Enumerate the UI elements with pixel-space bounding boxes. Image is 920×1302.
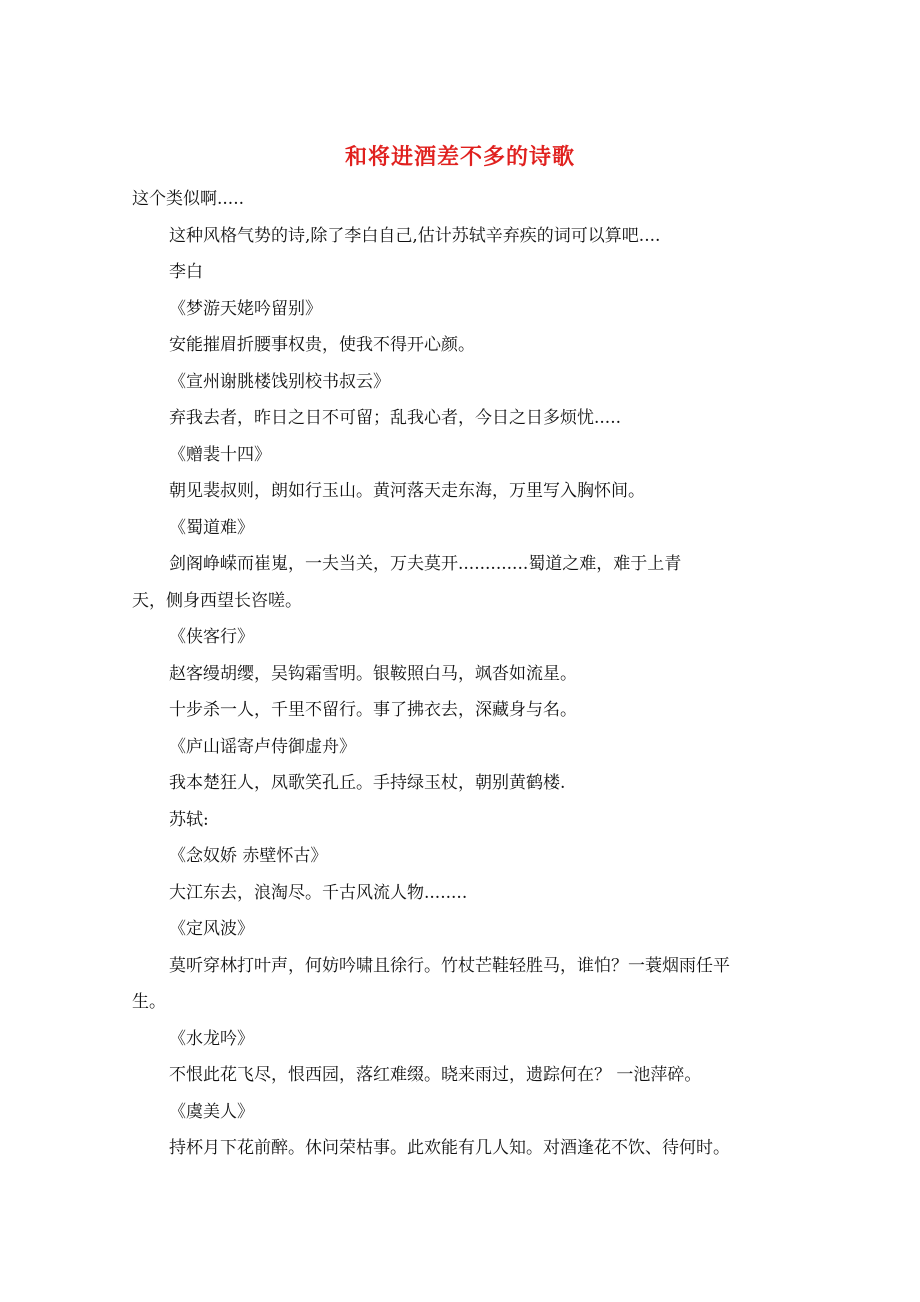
author-heading: 苏轼: [169, 809, 209, 830]
poem-line: 我本楚狂人，凤歌笑孔丘。手持绿玉杖，朝别黄鹤楼. [169, 773, 566, 793]
poem-line: 朝见裴叔则，朗如行玉山。黄河落天走东海，万里写入胸怀间。 [169, 481, 645, 501]
poem-title: 《庐山谣寄卢侍御虚舟》 [169, 736, 356, 757]
poem-title: 《赠裴十四》 [169, 444, 271, 465]
paragraph: 这种风格气势的诗,除了李白自己,估计苏轼辛弃疾的词可以算吧.... [169, 225, 661, 246]
poem-title: 《梦游天姥吟留别》 [169, 298, 322, 319]
document-body [132, 181, 792, 1167]
poem-line: 大江东去，浪淘尽。千古风流人物........ [169, 882, 468, 903]
poem-line: 持杯月下花前醉。休问荣枯事。此欢能有几人知。对酒逢花不饮、待何时。 [169, 1138, 730, 1158]
poem-line: 十步杀一人，千里不留行。事了拂衣去，深藏身与名。 [169, 700, 577, 720]
poem-line: 剑阁峥嵘而崔嵬，一夫当关，万夫莫开.............蜀道之难，难于上青 [169, 554, 682, 574]
poem-line: 弃我去者，昨日之日不可留；乱我心者，今日之日多烦忧..... [169, 408, 622, 428]
poem-line: 莫听穿林打叶声，何妨吟啸且徐行。竹杖芒鞋轻胜马，谁怕？一蓑烟雨任平 [169, 955, 730, 976]
poem-title: 《念奴娇 赤壁怀古》 [169, 846, 328, 866]
poem-title: 《蜀道难》 [169, 517, 254, 538]
poem-title: 《水龙吟》 [169, 1028, 254, 1049]
poem-title: 《侠客行》 [169, 627, 254, 647]
poem-line: 不恨此花飞尽，恨西园，落红难缀。晓来雨过，遗踪何在？ 一池萍碎。 [169, 1065, 702, 1085]
poem-title: 《虞美人》 [169, 1101, 254, 1122]
poem-line: 赵客缦胡缨，吴钩霜雪明。银鞍照白马，飒沓如流星。 [169, 663, 577, 684]
poem-line-continuation: 天，侧身西望长咨嗟。 [132, 590, 302, 611]
poem-line-continuation: 生。 [132, 992, 166, 1012]
intro-line: 这个类似啊..... [132, 189, 245, 209]
poem-title: 《宣州谢朓楼饯别校书叔云》 [169, 371, 390, 392]
poem-title: 《定风波》 [169, 919, 254, 939]
document-title: 和将进酒差不多的诗歌 [344, 144, 575, 170]
poem-line: 安能摧眉折腰事权贵，使我不得开心颜。 [169, 335, 475, 355]
author-heading: 李白 [169, 262, 203, 282]
